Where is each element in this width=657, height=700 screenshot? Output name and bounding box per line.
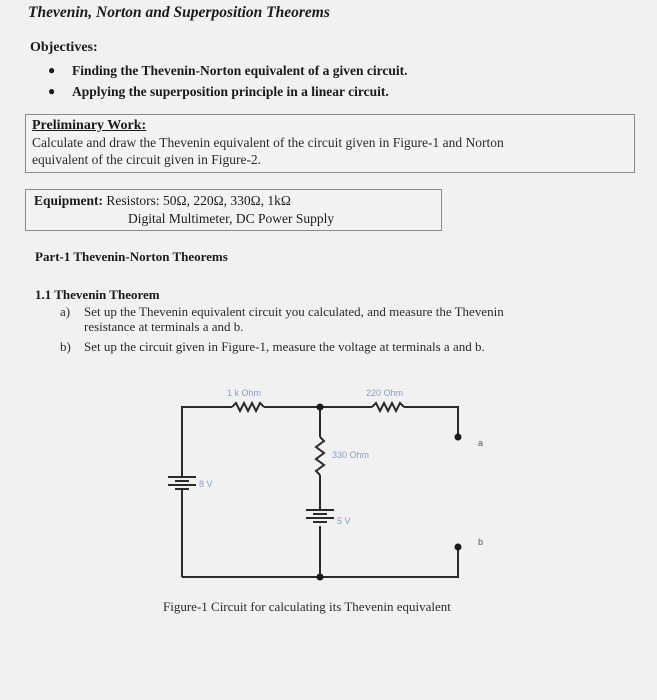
terminal-a-icon xyxy=(455,434,462,441)
terminal-a-label: a xyxy=(478,438,484,448)
resistor-1k-label: 1 k Ohm xyxy=(227,388,262,398)
terminal-b-icon xyxy=(455,544,462,551)
step-a-continued: resistance at terminals a and b. xyxy=(84,319,244,334)
junction-node-icon xyxy=(317,404,324,411)
battery-8v-icon xyxy=(168,477,196,489)
junction-node-icon xyxy=(317,574,324,581)
wire xyxy=(404,407,458,437)
figure-caption: Figure-1 Circuit for calculating its Thevenin equivalent xyxy=(163,599,451,614)
resistor-220-label: 220 Ohm xyxy=(366,388,404,398)
terminal-b-label: b xyxy=(478,537,484,547)
list-item: ● Applying the superposition principle in a linear circuit. xyxy=(48,83,389,99)
equipment-resistors: Resistors: 50Ω, 220Ω, 330Ω, 1kΩ xyxy=(106,193,291,208)
battery-8v-label: 8 V xyxy=(199,479,213,489)
list-item: ● Finding the Thevenin-Norton equivalent of a given circuit. xyxy=(48,62,408,78)
battery-5v-label: 5 V xyxy=(337,516,351,526)
resistor-330-icon xyxy=(316,437,324,475)
equipment-instruments: Digital Multimeter, DC Power Supply xyxy=(128,211,335,226)
section-heading: 1.1 Thevenin Theorem xyxy=(35,287,160,302)
preliminary-heading: Preliminary Work: xyxy=(32,118,147,133)
equipment-label: Equipment: xyxy=(34,193,104,208)
step-a: a) Set up the Thevenin equivalent circuit you calculated, and measure the Thevenin xyxy=(60,304,504,319)
document-title: Thevenin, Norton and Superposition Theorems xyxy=(28,4,330,21)
preliminary-text-line2: equivalent of the circuit given in Figure-2. xyxy=(32,152,262,167)
part1-heading: Part-1 Thevenin-Norton Theorems xyxy=(35,249,228,264)
bullet-icon: ● xyxy=(48,63,56,77)
bullet-icon: ● xyxy=(48,84,56,98)
resistor-1k-icon xyxy=(232,403,264,411)
resistor-330-label: 330 Ohm xyxy=(332,450,370,460)
wire xyxy=(182,407,232,477)
step-b: b) Set up the circuit given in Figure-1, measure the voltage at terminals a and b. xyxy=(60,339,485,354)
preliminary-text-line1: Calculate and draw the Thevenin equivalent of the circuit given in Figure-1 and Norton xyxy=(32,135,504,150)
objectives-heading: Objectives: xyxy=(30,40,98,55)
battery-5v-icon xyxy=(306,510,334,522)
resistor-220-icon xyxy=(372,403,404,411)
